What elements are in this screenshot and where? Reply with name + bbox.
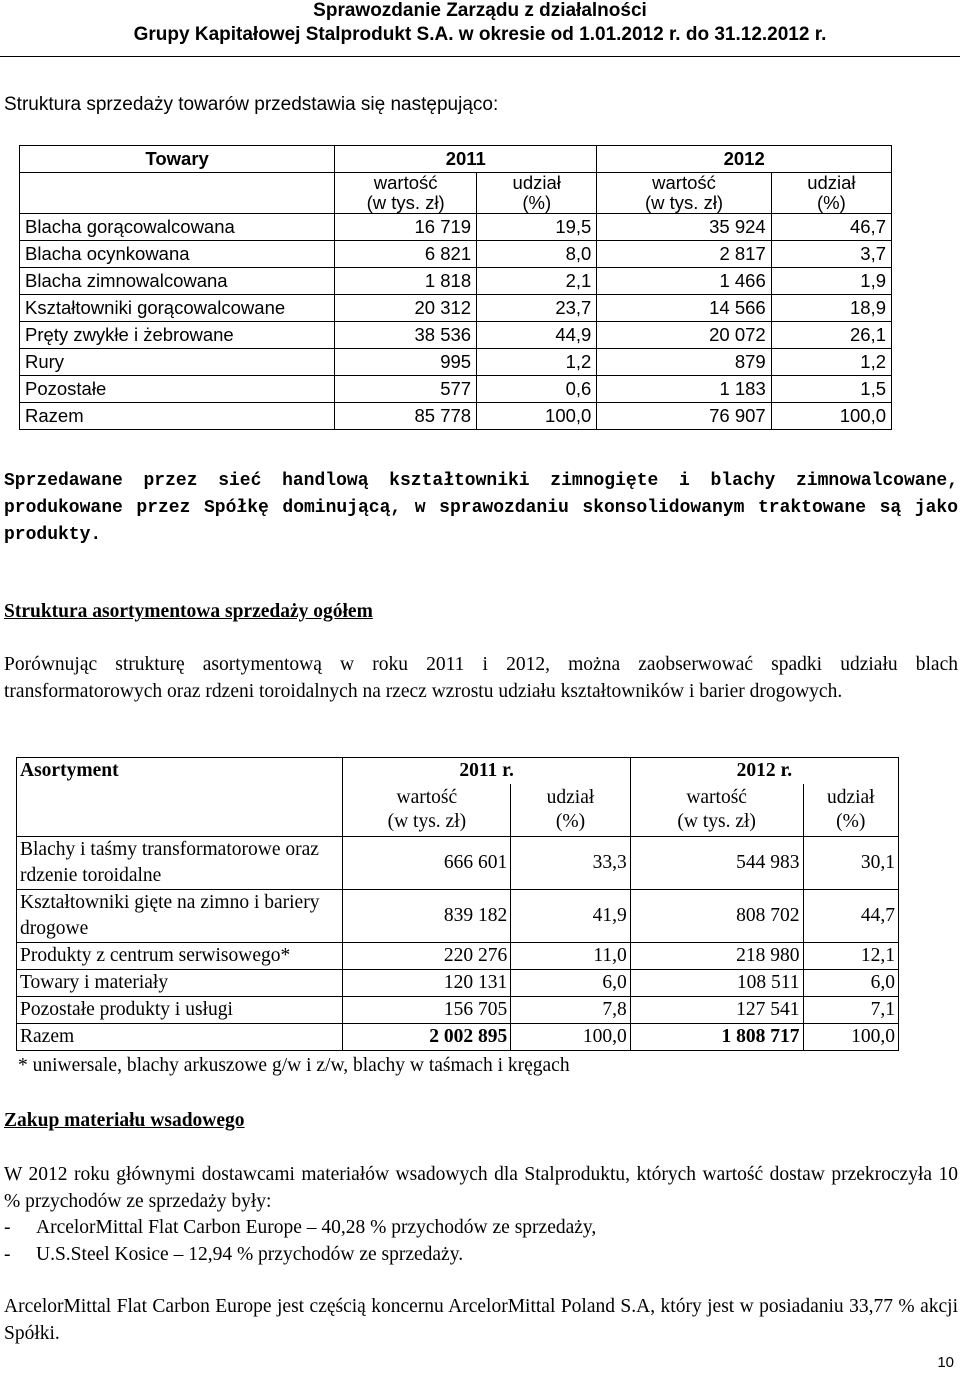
table-total-row [20,403,892,430]
cell-share: 100,0 [511,1024,631,1051]
supplier-list [4,1215,958,1268]
column-header-year-2011: 2011 r. [343,758,630,785]
row-label: Blacha gorącowalcowana [20,214,335,241]
cell-share: 100,0 [803,1024,898,1051]
closing-text: ArcelorMittal Flat Carbon Europe jest częścią koncernu ArcelorMittal Poland S.A, który jest w posiadaniu 33,77 % akcji Spółki. [4,1296,958,1344]
cell-share: 18,9 [771,295,891,322]
cell-value: 220 276 [343,943,511,970]
cell-value: 2 817 [597,241,771,268]
assortment-sales-table [16,757,899,1051]
cell-value: 38 536 [335,322,477,349]
cell-share: 7,8 [511,997,631,1024]
table-row [20,295,892,322]
cell-share: 1,5 [771,376,891,403]
purchases-text: W 2012 roku głównymi dostawcami materiałów wsadowych dla Stalproduktu, których wartość dostaw przekroczyła 10 % przychodów ze sprzedaży były: [4,1164,958,1212]
cell-value: 156 705 [343,997,511,1024]
cell-share: 46,7 [771,214,891,241]
cell-share: 12,1 [803,943,898,970]
cell-share: 1,9 [771,268,891,295]
row-label: Blacha ocynkowana [20,241,335,268]
empty-cell [17,784,343,837]
cell-share: 11,0 [511,943,631,970]
cell-share: 100,0 [477,403,597,430]
cell-value: 35 924 [597,214,771,241]
cell-value: 808 702 [630,890,803,943]
table-row [20,214,892,241]
row-label: Blacha zimnowalcowana [20,268,335,295]
value-header: wartość (w tys. zł) [630,784,803,837]
cell-value: 218 980 [630,943,803,970]
cell-value: 20 312 [335,295,477,322]
cell-value: 127 541 [630,997,803,1024]
row-label: Towary i materiały [17,970,343,997]
bullet-marker: - [4,1217,11,1238]
table-subheader-row [20,173,892,214]
intro-text: Struktura sprzedaży towarów przedstawia się następująco: [4,94,499,115]
column-header-year-2012: 2012 r. [630,758,898,785]
cell-share: 44,7 [803,890,898,943]
cell-share: 100,0 [771,403,891,430]
section-heading-purchases: Zakup materiału wsadowego [4,1110,245,1131]
table-row [20,376,892,403]
empty-cell [20,173,335,214]
row-label: Kształtowniki gięte na zimno i bariery drogowe [17,890,343,943]
cell-value: 76 907 [597,403,771,430]
value-header: wartość (w tys. zł) [597,173,771,214]
cell-value: 16 719 [335,214,477,241]
table-row [20,322,892,349]
cell-value: 14 566 [597,295,771,322]
table-header-row [20,146,892,173]
share-header: udział (%) [511,784,631,837]
table-total-row [17,1024,899,1051]
table-row [17,997,899,1024]
cell-value: 995 [335,349,477,376]
row-label: Razem [20,403,335,430]
table-row [20,241,892,268]
table-header-row [17,758,899,785]
header-divider [0,56,960,57]
section-heading-assortment: Struktura asortymentowa sprzedaży ogółem [4,601,373,622]
table-subheader-row [17,784,899,837]
cell-value: 1 183 [597,376,771,403]
cell-share: 44,9 [477,322,597,349]
cell-share: 41,9 [511,890,631,943]
cell-value: 120 131 [343,970,511,997]
cell-share: 6,0 [511,970,631,997]
cell-share: 1,2 [477,349,597,376]
row-label: Razem [17,1024,343,1051]
cell-value: 85 778 [335,403,477,430]
table-row [17,943,899,970]
share-header: udział (%) [771,173,891,214]
column-header-goods: Towary [20,146,335,173]
cell-share: 30,1 [803,837,898,890]
cell-value: 879 [597,349,771,376]
list-item [4,1215,958,1242]
row-label: Pozostałe produkty i usługi [17,997,343,1024]
column-header-year-2011: 2011 [335,146,597,173]
cell-share: 19,5 [477,214,597,241]
row-label: Blachy i taśmy transformatorowe oraz rdzenie toroidalne [17,837,343,890]
cell-share: 7,1 [803,997,898,1024]
row-label: Pręty zwykłe i żebrowane [20,322,335,349]
cell-value: 2 002 895 [343,1024,511,1051]
bullet-marker: - [4,1243,11,1265]
cell-share: 6,0 [803,970,898,997]
cell-share: 1,2 [771,349,891,376]
row-label: Produkty z centrum serwisowego* [17,943,343,970]
table-footnote: * uniwersale, blachy arkuszowe g/w i z/w, blachy w taśmach i kręgach [18,1055,570,1076]
cell-share: 26,1 [771,322,891,349]
cell-value: 544 983 [630,837,803,890]
assortment-text: Porównując strukturę asortymentową w roku 2011 i 2012, można zaobserwować spadki udziału blach transformatorowych oraz rdzeni toroidalnych na rzecz wzrostu udziału kształtowników i barier drogowych. [4,654,958,702]
list-item-text: U.S.Steel Kosice – 12,94 % przychodów ze sprzedaży. [36,1243,464,1265]
list-item-text: ArcelorMittal Flat Carbon Europe – 40,28 % przychodów ze sprzedaży, [36,1217,597,1238]
table-row [20,349,892,376]
goods-sales-table [19,145,892,430]
row-label: Rury [20,349,335,376]
report-subtitle: Grupy Kapitałowej Stalprodukt S.A. w okresie od 1.01.2012 r. do 31.12.2012 r. [133,24,827,45]
value-header: wartość (w tys. zł) [335,173,477,214]
row-label: Kształtowniki gorącowalcowane [20,295,335,322]
cell-share: 0,6 [477,376,597,403]
cell-value: 839 182 [343,890,511,943]
table-row [20,268,892,295]
consolidation-note: Sprzedawane przez sieć handlową kształtowniki zimnogięte i blachy zimnowalcowane, produkowane przez Spółkę dominującą, w sprawozdaniu skonsolidowanym traktowane są jako produkty. [4,471,958,545]
cell-value: 1 808 717 [630,1024,803,1051]
cell-value: 20 072 [597,322,771,349]
row-label: Pozostałe [20,376,335,403]
cell-share: 2,1 [477,268,597,295]
column-header-year-2012: 2012 [597,146,892,173]
cell-value: 108 511 [630,970,803,997]
cell-share: 8,0 [477,241,597,268]
share-header: udział (%) [477,173,597,214]
table-row [17,890,899,943]
table-row [17,970,899,997]
value-header: wartość (w tys. zł) [343,784,511,837]
cell-share: 23,7 [477,295,597,322]
share-header: udział (%) [803,784,898,837]
cell-value: 1 818 [335,268,477,295]
cell-value: 666 601 [343,837,511,890]
column-header-assortment: Asortyment [17,758,343,785]
report-title: Sprawozdanie Zarządu z działalności [313,0,647,21]
list-item [4,1242,958,1269]
cell-value: 1 466 [597,268,771,295]
cell-value: 6 821 [335,241,477,268]
page-number: 10 [937,1354,954,1371]
cell-share: 33,3 [511,837,631,890]
table-row [17,837,899,890]
cell-value: 577 [335,376,477,403]
cell-share: 3,7 [771,241,891,268]
